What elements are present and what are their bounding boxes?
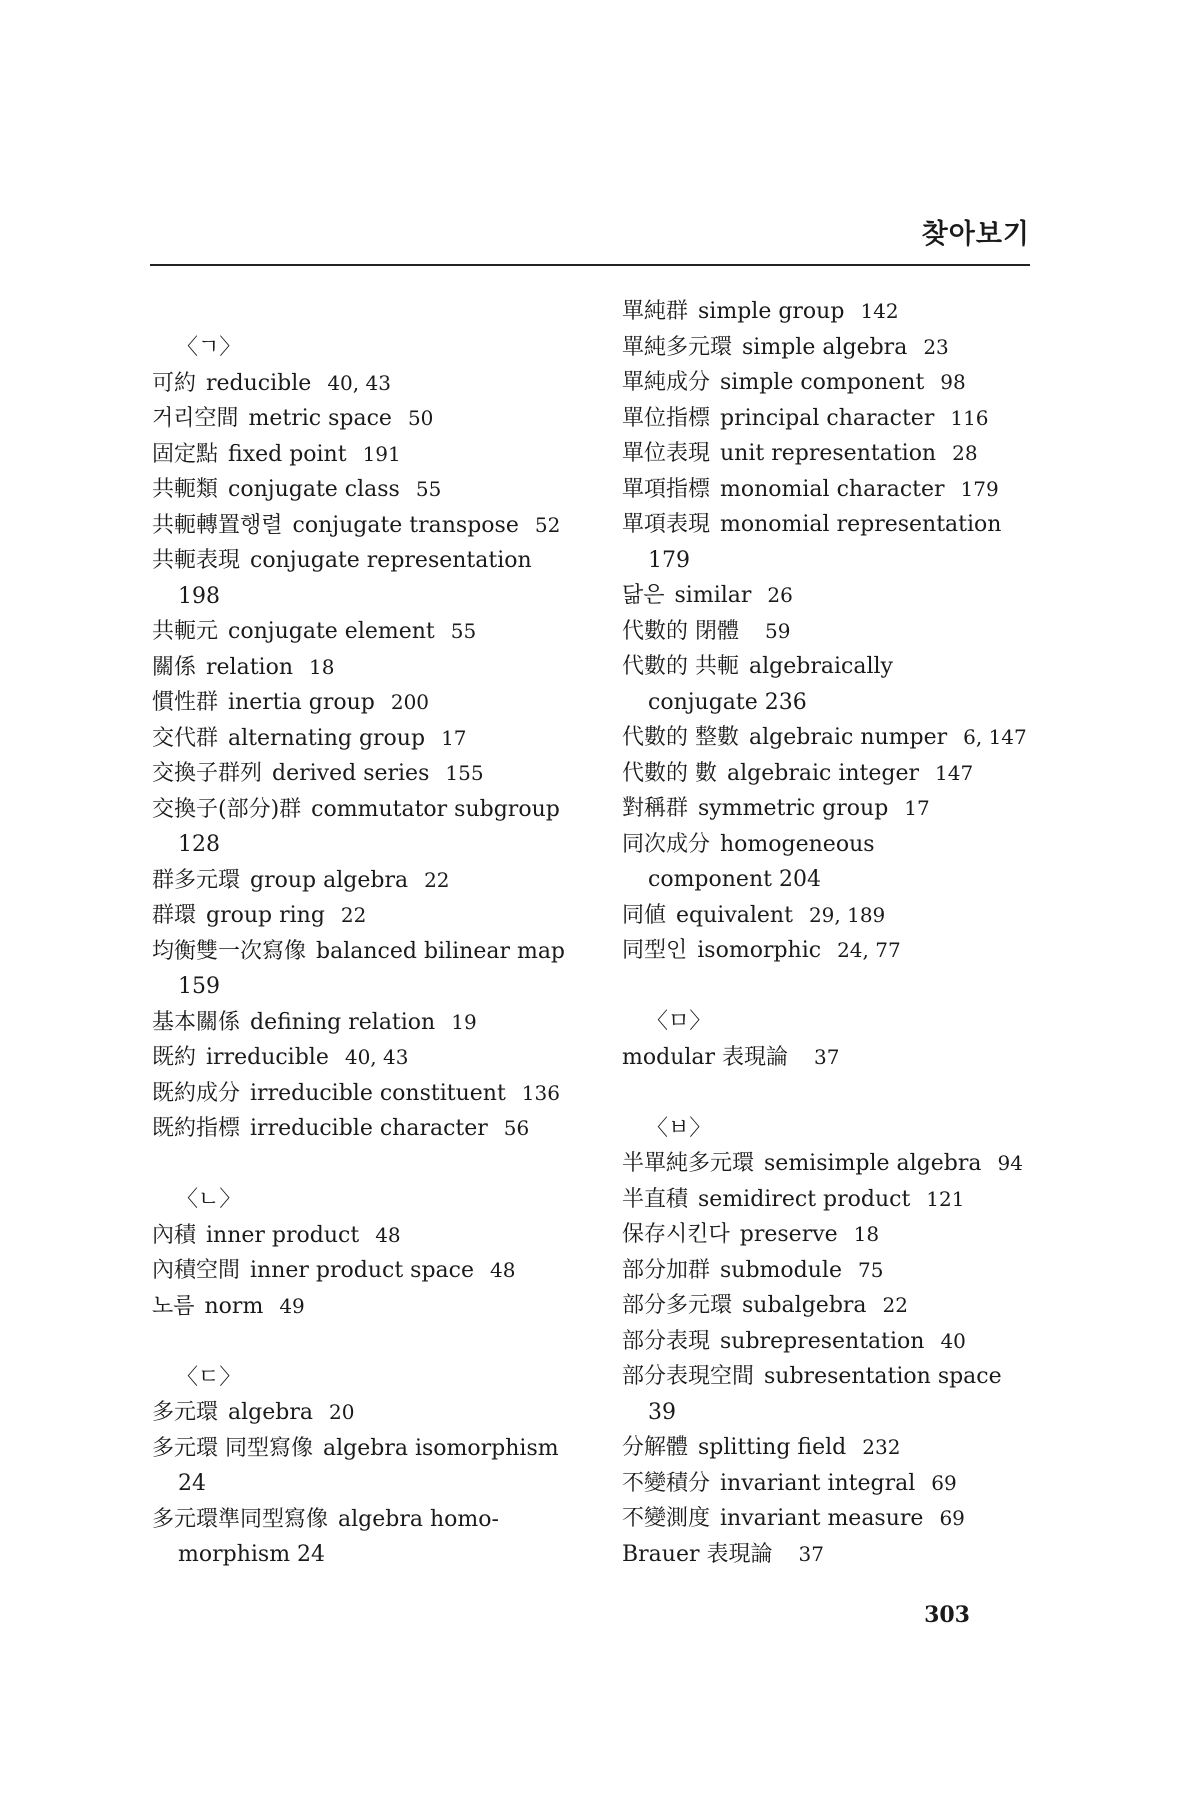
- index-english-term: simple group: [698, 299, 845, 324]
- index-term: 代數的 閉體: [622, 618, 739, 644]
- index-entry: [152, 1076, 592, 1112]
- index-term: 分解體: [622, 1435, 689, 1460]
- index-term: 노름: [152, 1293, 195, 1319]
- index-term: 닮은: [622, 583, 665, 608]
- index-page-refs: 17: [441, 725, 467, 750]
- index-term: 多元環準同型寫像: [152, 1506, 329, 1532]
- index-english-term: monomial character: [720, 476, 945, 502]
- index-page-refs: 23: [923, 334, 949, 359]
- index-term: 單項指標: [622, 476, 711, 502]
- index-entry: [622, 1537, 1062, 1573]
- index-english-term: simple algebra: [742, 334, 908, 360]
- index-english-term: inertia group: [228, 690, 375, 715]
- index-english-term: derived series: [272, 761, 430, 786]
- index-entry: [152, 1431, 592, 1467]
- index-page-refs: 50: [407, 406, 434, 430]
- index-entry: [622, 365, 1062, 401]
- index-english-term: principal character: [720, 405, 935, 431]
- index-term: 可約: [152, 370, 197, 396]
- index-page-refs: 24, 77: [837, 938, 901, 962]
- index-term: 對稱群: [622, 796, 689, 821]
- index-entry: [622, 649, 1062, 685]
- index-entry: [152, 1395, 592, 1431]
- index-english-term: conjugate transpose: [292, 512, 519, 538]
- index-page-refs: 116: [950, 405, 989, 430]
- index-english-term: semidirect product: [698, 1186, 911, 1212]
- index-term: 部分表現空間: [622, 1364, 755, 1389]
- index-english-term: algebraically: [749, 654, 893, 679]
- index-entry: [622, 436, 1062, 472]
- index-term: 部分多元環: [622, 1293, 733, 1318]
- index-entry: [622, 507, 1062, 543]
- index-entry-continuation: morphism 24: [178, 1542, 326, 1567]
- index-term: modular 表現論: [622, 1044, 789, 1070]
- index-term: 單純群: [622, 299, 689, 324]
- index-entry: [622, 791, 1062, 827]
- index-page-refs: 17: [904, 796, 930, 820]
- index-term: 既約指標: [152, 1116, 241, 1141]
- index-page-refs: 22: [340, 903, 367, 927]
- index-term: 代數的 整數: [622, 725, 739, 750]
- index-entry: [152, 366, 592, 402]
- index-entry: [622, 330, 1062, 366]
- index-page-refs: 29, 189: [808, 902, 886, 927]
- index-entry-continuation: 198: [178, 583, 220, 609]
- index-english-term: group algebra: [250, 867, 409, 893]
- index-term: 均衡雙一次寫像: [152, 938, 307, 964]
- index-term: 單位表現: [622, 441, 711, 466]
- index-english-term: algebra isomorphism: [323, 1435, 559, 1461]
- index-term: 半直積: [622, 1186, 689, 1212]
- index-english-term: relation: [206, 654, 293, 680]
- index-entry: [622, 756, 1062, 792]
- index-page-refs: 69: [931, 1470, 957, 1495]
- index-entry: [622, 1466, 1062, 1502]
- index-english-term: unit representation: [720, 441, 937, 466]
- index-entry: [152, 543, 592, 579]
- index-entry: [152, 401, 592, 437]
- index-page-refs: 18: [309, 654, 335, 679]
- index-term: 關係: [152, 654, 197, 680]
- index-entry: [622, 1040, 1062, 1076]
- index-entry: [152, 437, 592, 473]
- index-page-refs: 19: [451, 1009, 477, 1034]
- index-page-refs: 37: [798, 1541, 824, 1566]
- index-english-term: subalgebra: [742, 1293, 867, 1318]
- index-english-term: alternating group: [228, 725, 426, 751]
- index-term: 不變測度: [622, 1506, 711, 1531]
- index-page-refs: 179: [960, 476, 999, 501]
- index-english-term: semisimple algebra: [764, 1151, 982, 1176]
- index-page-refs: 232: [862, 1435, 901, 1459]
- index-entry: [622, 401, 1062, 437]
- index-english-term: irreducible character: [250, 1116, 488, 1141]
- index-page-refs: 52: [534, 512, 561, 537]
- index-entry: [152, 1111, 592, 1147]
- index-page-refs: 155: [445, 761, 484, 785]
- index-entry: [622, 472, 1062, 508]
- index-english-term: fixed point: [228, 441, 347, 467]
- index-english-term: monomial representation: [720, 512, 1002, 537]
- index-term: 同次成分: [622, 831, 711, 857]
- index-entry: [152, 934, 592, 970]
- index-entry-continuation: 128: [178, 832, 220, 857]
- index-entry: [152, 685, 592, 721]
- index-term: 同型인: [622, 938, 688, 963]
- index-term: 保存시킨다: [622, 1222, 730, 1247]
- index-english-term: conjugate class: [228, 477, 400, 502]
- header-divider: [150, 264, 1030, 266]
- index-term: 部分表現: [622, 1328, 711, 1354]
- index-entry: [152, 1218, 592, 1254]
- index-page-refs: 40, 43: [344, 1045, 409, 1069]
- index-term: 單項表現: [622, 512, 711, 537]
- index-entry: [622, 294, 1062, 330]
- index-entry-continuation: 159: [178, 974, 220, 999]
- index-entry-continuation: 39: [648, 1399, 676, 1425]
- index-entry: [622, 1359, 1062, 1395]
- index-term: 交換子群列: [152, 761, 263, 786]
- index-entry: [622, 720, 1062, 756]
- index-term: 多元環: [152, 1400, 219, 1425]
- index-entry: [152, 1040, 592, 1076]
- index-term: 不變積分: [622, 1470, 711, 1496]
- section-heading: 〈ㄴ〉: [176, 1187, 242, 1212]
- index-term: 既約成分: [152, 1080, 241, 1106]
- index-term: 多元環 同型寫像: [152, 1435, 313, 1461]
- index-page-refs: 136: [521, 1080, 560, 1105]
- index-english-term: reducible: [206, 370, 312, 396]
- section-heading: 〈ㅁ〉: [646, 1009, 712, 1034]
- index-entry-continuation: 179: [648, 547, 690, 573]
- index-entry: [622, 1288, 1062, 1324]
- index-term: Brauer 表現論: [622, 1541, 773, 1567]
- index-english-term: homogeneous: [720, 831, 875, 857]
- index-page-refs: 6, 147: [963, 725, 1027, 749]
- index-page-refs: 48: [490, 1258, 516, 1282]
- index-page-refs: 121: [926, 1186, 965, 1211]
- page-title: 찾아보기: [921, 219, 1030, 250]
- index-page-refs: 94: [997, 1151, 1023, 1175]
- index-page-refs: 22: [882, 1293, 908, 1317]
- index-term: 群多元環: [152, 867, 241, 893]
- section-heading: 〈ㄱ〉: [176, 335, 242, 360]
- index-term: 固定點: [152, 441, 219, 467]
- index-english-term: invariant measure: [720, 1506, 924, 1531]
- index-page-refs: 98: [940, 370, 966, 394]
- index-english-term: algebraic numper: [749, 725, 948, 750]
- index-term: 內積空間: [152, 1258, 241, 1283]
- index-term: 群環: [152, 903, 197, 928]
- index-english-term: group ring: [206, 903, 325, 928]
- index-page-refs: 18: [853, 1222, 880, 1246]
- index-page-refs: 40, 43: [327, 370, 391, 395]
- index-entry: [622, 1146, 1062, 1182]
- page-number: 303: [924, 1602, 970, 1628]
- index-page-refs: 20: [329, 1400, 355, 1424]
- index-english-term: algebra: [228, 1400, 313, 1425]
- index-english-term: norm: [204, 1293, 264, 1319]
- index-entry: [622, 1217, 1062, 1253]
- section-heading: 〈ㄷ〉: [176, 1364, 242, 1390]
- index-page-refs: 40: [940, 1328, 966, 1353]
- index-english-term: splitting field: [698, 1435, 847, 1460]
- index-english-term: subrepresentation: [720, 1328, 925, 1354]
- index-term: 單純成分: [622, 370, 711, 395]
- index-english-term: algebra homo-: [338, 1506, 499, 1532]
- index-term: 代數的 共軛: [622, 654, 739, 679]
- index-term: 代數的 數: [622, 760, 717, 786]
- index-column-right: [622, 294, 1062, 1572]
- index-page-refs: 37: [814, 1044, 840, 1069]
- index-english-term: submodule: [720, 1257, 842, 1283]
- index-entry: [622, 1182, 1062, 1218]
- index-entry: [152, 508, 592, 544]
- index-entry-continuation: component 204: [648, 867, 821, 892]
- index-page-refs: 55: [415, 477, 442, 501]
- index-term: 共軛轉置행렬: [152, 512, 283, 538]
- index-page-refs: 69: [939, 1506, 965, 1530]
- index-english-term: isomorphic: [697, 938, 822, 963]
- index-page-refs: 26: [767, 583, 793, 607]
- index-english-term: algebraic integer: [727, 760, 920, 786]
- index-entry: [152, 756, 592, 792]
- index-entry: [152, 614, 592, 650]
- index-english-term: commutator subgroup: [311, 796, 560, 822]
- index-page-refs: 75: [857, 1257, 884, 1282]
- index-english-term: irreducible: [206, 1045, 329, 1070]
- index-page-refs: 48: [375, 1222, 401, 1247]
- index-term: 半單純多元環: [622, 1151, 755, 1176]
- index-entry: [152, 792, 592, 828]
- index-page-refs: 49: [279, 1293, 305, 1318]
- index-english-term: inner product space: [250, 1258, 475, 1283]
- index-entry: [622, 1253, 1062, 1289]
- section-heading: 〈ㅂ〉: [646, 1115, 712, 1141]
- index-english-term: balanced bilinear map: [316, 938, 566, 964]
- index-page-refs: 22: [424, 867, 450, 892]
- index-english-term: conjugate representation: [250, 548, 532, 573]
- index-entry: [622, 933, 1062, 969]
- index-entry: [152, 472, 592, 508]
- index-term: 交代群: [152, 725, 219, 751]
- index-entry: [152, 1289, 592, 1325]
- index-page-refs: 55: [450, 619, 477, 643]
- index-entry: [622, 1430, 1062, 1466]
- index-english-term: inner product: [206, 1222, 360, 1248]
- index-term: 거리空間: [152, 406, 239, 431]
- index-entry-continuation: conjugate 236: [648, 689, 807, 715]
- index-entry: [152, 898, 592, 934]
- index-entry: [152, 721, 592, 757]
- index-page-refs: 142: [860, 299, 899, 323]
- index-term: 共軛元: [152, 619, 219, 644]
- index-entry: [622, 578, 1062, 614]
- index-page-refs: 147: [935, 760, 974, 785]
- index-term: 交換子(部分)群: [152, 796, 302, 822]
- index-english-term: similar: [674, 583, 752, 608]
- index-term: 既約: [152, 1045, 197, 1070]
- index-term: 慣性群: [152, 690, 219, 715]
- index-entry-continuation: 24: [178, 1471, 206, 1496]
- index-entry: [152, 1253, 592, 1289]
- index-english-term: irreducible constituent: [250, 1080, 506, 1106]
- index-english-term: defining relation: [250, 1009, 436, 1035]
- index-column-left: [152, 330, 592, 1573]
- index-entry: [622, 1501, 1062, 1537]
- index-english-term: conjugate element: [228, 619, 435, 644]
- index-english-term: equivalent: [676, 902, 793, 928]
- index-entry: [152, 863, 592, 899]
- index-english-term: preserve: [739, 1222, 838, 1247]
- index-entry: [622, 898, 1062, 934]
- index-english-term: metric space: [248, 406, 392, 431]
- index-english-term: invariant integral: [720, 1470, 916, 1496]
- index-term: 單位指標: [622, 405, 711, 431]
- index-term: 共軛表現: [152, 548, 241, 573]
- index-entry: [152, 1005, 592, 1041]
- index-term: 內積: [152, 1222, 197, 1248]
- index-english-term: subresentation space: [764, 1364, 1002, 1389]
- index-page-refs: 200: [390, 690, 430, 714]
- index-term: 部分加群: [622, 1257, 711, 1283]
- index-term: 基本關係: [152, 1009, 241, 1035]
- index-term: 同値: [622, 902, 667, 928]
- index-entry: [622, 1324, 1062, 1360]
- index-term: 單純多元環: [622, 334, 733, 360]
- index-entry: [622, 614, 1062, 650]
- index-page-refs: 56: [503, 1116, 530, 1140]
- index-entry: [622, 827, 1062, 863]
- index-page-refs: 59: [765, 618, 791, 643]
- index-page-refs: 28: [952, 441, 978, 465]
- index-entry: [152, 650, 592, 686]
- index-term: 共軛類: [152, 477, 219, 502]
- index-page-refs: 191: [362, 441, 401, 466]
- index-entry: [152, 1502, 592, 1538]
- index-english-term: simple component: [720, 370, 925, 395]
- index-english-term: symmetric group: [698, 796, 889, 821]
